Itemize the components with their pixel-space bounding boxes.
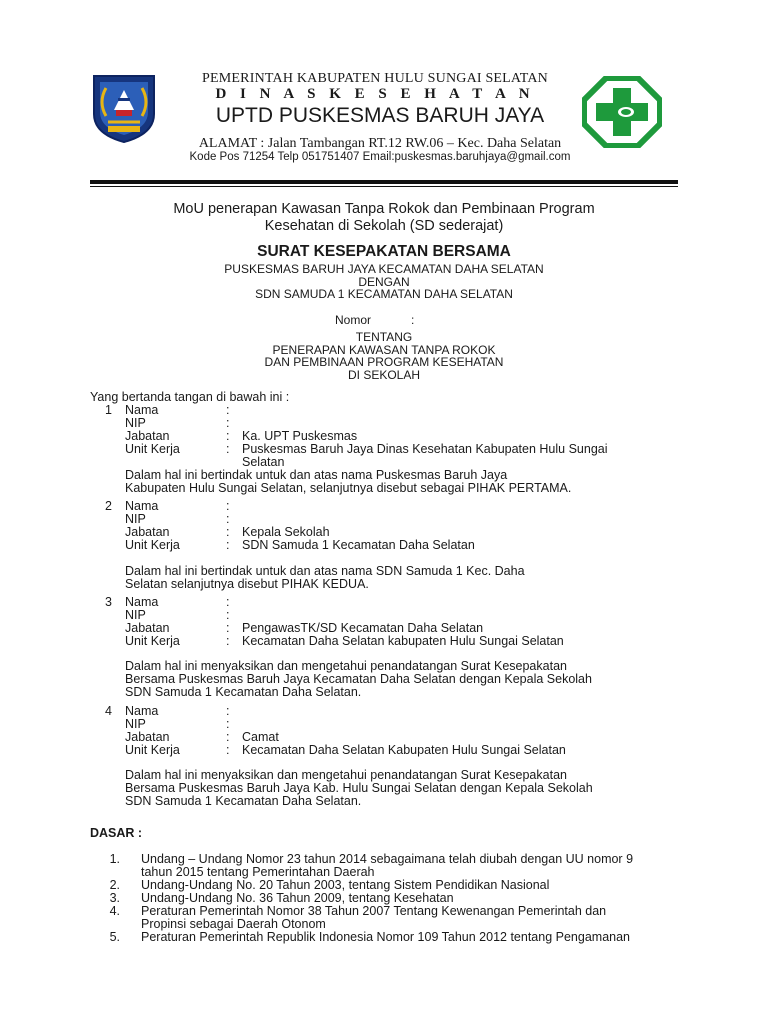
legal-basis-number: 1. [109, 852, 120, 866]
party-field-label: Jabatan [125, 730, 170, 744]
letterhead-address: ALAMAT : Jalan Tambangan RT.12 RW.06 – Kec. Daha Selatan [198, 136, 562, 151]
agreement-party-line: PUSKESMAS BARUH JAYA KECAMATAN DAHA SELATAN [224, 262, 544, 276]
letterhead-government: PEMERINTAH KABUPATEN HULU SUNGAI SELATAN [202, 71, 548, 86]
party-field-colon: : [226, 730, 230, 744]
party-field-label: NIP [125, 717, 146, 731]
party-field-colon: : [226, 595, 230, 609]
document-number [335, 313, 414, 327]
letterhead-agency: D I N A S K E S E H A T A N [215, 86, 535, 102]
party-field-label: Nama [125, 403, 159, 417]
letterhead-divider-thin [90, 186, 678, 187]
party-field-label: Nama [125, 499, 159, 513]
party-field-label: NIP [125, 512, 146, 526]
party-field-value: Ka. UPT Puskesmas [242, 429, 358, 443]
party-number: 1 [105, 403, 112, 417]
subject-line: DI SEKOLAH [347, 368, 421, 382]
party-field-label: Nama [125, 595, 159, 609]
party-field-value-cont: Selatan [242, 455, 285, 469]
legal-basis-line: Undang-Undang No. 20 Tahun 2003, tentang Sistem Pendidikan Nasional [141, 878, 550, 892]
legal-basis-title: DASAR : [90, 826, 143, 840]
party-statement-line: Dalam hal ini bertindak untuk dan atas nama SDN Samuda 1 Kec. Daha [125, 564, 525, 578]
party-field-colon: : [226, 429, 230, 443]
party-field-label: Jabatan [125, 429, 170, 443]
subject-line: PENERAPAN KAWASAN TANPA ROKOK [272, 343, 496, 357]
party-field-colon: : [226, 608, 230, 622]
party-statement-line: Dalam hal ini menyaksikan dan mengetahui penandatangan Surat Kesepakatan [125, 659, 567, 673]
party-field-label: Unit Kerja [125, 634, 180, 648]
mou-title-line: MoU penerapan Kawasan Tanpa Rokok dan Pembinaan Program [173, 201, 595, 217]
party-field-colon: : [226, 634, 230, 648]
party-field-colon: : [226, 538, 230, 552]
party-field-colon: : [226, 499, 230, 513]
party-field-value: Kepala Sekolah [242, 525, 330, 539]
party-field-colon: : [226, 512, 230, 526]
mou-title [90, 201, 678, 235]
party-statement-line: Dalam hal ini bertindak untuk dan atas nama Puskesmas Baruh Jaya [125, 468, 508, 482]
party-field-value: Kecamatan Daha Selatan Kabupaten Hulu Sungai Selatan [242, 743, 566, 757]
legal-basis-line: Propinsi sebagai Daerah Otonom [141, 917, 326, 931]
subject-heading: TENTANG [355, 330, 413, 344]
party-field-value: PengawasTK/SD Kecamatan Daha Selatan [242, 621, 484, 635]
party-number: 3 [105, 595, 112, 609]
legal-basis-number: 4. [109, 904, 120, 918]
party-field-colon: : [226, 416, 230, 430]
nomor-colon: : [411, 313, 415, 327]
party-field-label: Unit Kerja [125, 538, 180, 552]
intro-text: Yang bertanda tangan di bawah ini : [90, 390, 290, 404]
letterhead-unit-name: UPTD PUSKESMAS BARUH JAYA [215, 104, 545, 127]
party-field-value: SDN Samuda 1 Kecamatan Daha Selatan [242, 538, 475, 552]
legal-basis-line: Undang – Undang Nomor 23 tahun 2014 sebagaimana telah diubah dengan UU nomor 9 [141, 852, 634, 866]
legal-basis-number: 3. [109, 891, 120, 905]
party-statement-line: Dalam hal ini menyaksikan dan mengetahui penandatangan Surat Kesepakatan [125, 768, 567, 782]
party-statement-line: Bersama Puskesmas Baruh Jaya Kab. Hulu Sungai Selatan dengan Kepala Sekolah [125, 781, 593, 795]
legal-basis-number: 2. [109, 878, 120, 892]
party-field-value: Puskesmas Baruh Jaya Dinas Kesehatan Kabupaten Hulu Sungai [242, 442, 608, 456]
party-field-value: Kecamatan Daha Selatan kabupaten Hulu Sungai Selatan [242, 634, 564, 648]
party-statement-line: Bersama Puskesmas Baruh Jaya Kecamatan Daha Selatan dengan Kepala Sekolah [125, 672, 592, 686]
mou-title-line: Kesehatan di Sekolah (SD sederajat) [264, 218, 504, 234]
agreement-party-line: SDN SAMUDA 1 KECAMATAN DAHA SELATAN [255, 287, 513, 301]
party-number: 2 [105, 499, 112, 513]
legal-basis-line: Peraturan Pemerintah Nomor 38 Tahun 2007 Tentang Kewenangan Pemerintah dan [141, 904, 607, 918]
party-field-label: Unit Kerja [125, 442, 180, 456]
party-field-label: NIP [125, 416, 146, 430]
letterhead-contact: Kode Pos 71254 Telp 051751407 Email:puskesmas.baruhjaya@gmail.com [189, 151, 571, 163]
party-field-colon: : [226, 403, 230, 417]
party-field-label: Jabatan [125, 621, 170, 635]
party-field-colon: : [226, 621, 230, 635]
party-statement-line: Selatan selanjutnya disebut PIHAK KEDUA. [125, 577, 369, 591]
party-field-colon: : [226, 704, 230, 718]
party-field-colon: : [226, 717, 230, 731]
letterhead-divider-thick [90, 180, 678, 184]
party-statement-line: Kabupaten Hulu Sungai Selatan, selanjutnya disebut sebagai PIHAK PERTAMA. [125, 481, 572, 495]
party-field-label: NIP [125, 608, 146, 622]
party-statement-line: SDN Samuda 1 Kecamatan Daha Selatan. [125, 794, 362, 808]
legal-basis-number: 5. [109, 930, 120, 944]
party-number: 4 [105, 704, 112, 718]
party-statement-line: SDN Samuda 1 Kecamatan Daha Selatan. [125, 685, 362, 699]
party-field-label: Nama [125, 704, 159, 718]
party-field-label: Unit Kerja [125, 743, 180, 757]
legal-basis-line: Peraturan Pemerintah Republik Indonesia Nomor 109 Tahun 2012 tentang Pengamanan [141, 930, 630, 944]
legal-basis-line: tahun 2015 tentang Pemerintahan Daerah [141, 865, 375, 879]
party-field-colon: : [226, 525, 230, 539]
agreement-title: SURAT KESEPAKATAN BERSAMA [257, 243, 511, 260]
party-field-label: Jabatan [125, 525, 170, 539]
legal-basis-line: Undang-Undang No. 36 Tahun 2009, tentang Kesehatan [141, 891, 454, 905]
nomor-label: Nomor [335, 313, 372, 327]
subject-line: DAN PEMBINAAN PROGRAM KESEHATAN [264, 355, 504, 369]
party-field-colon: : [226, 442, 230, 456]
party-field-value: Camat [242, 730, 279, 744]
agreement-party-line: DENGAN [358, 275, 410, 289]
party-field-colon: : [226, 743, 230, 757]
